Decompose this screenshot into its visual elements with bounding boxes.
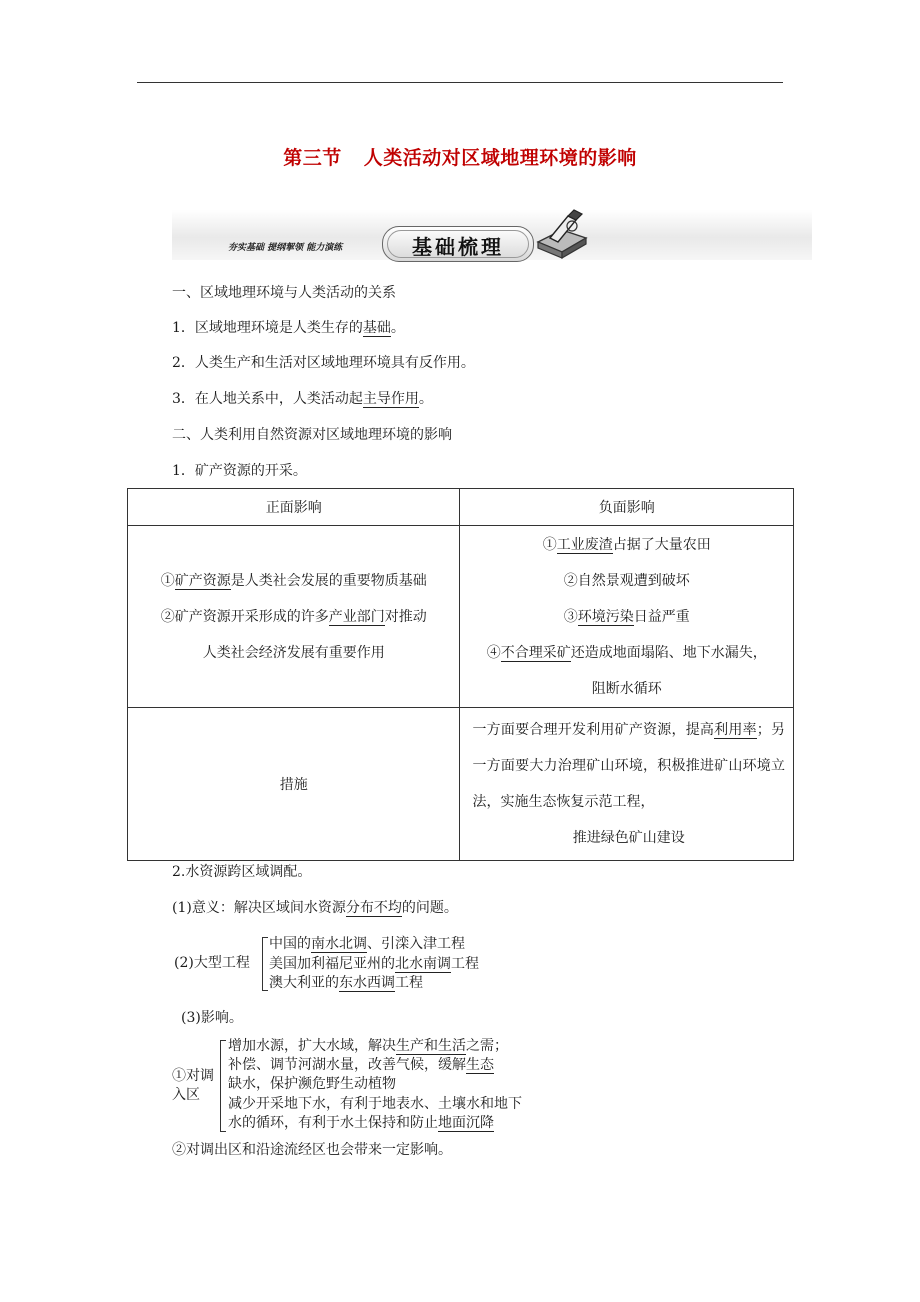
section-topic: 人类活动对区域地理环境的影响 [363, 147, 637, 169]
negative-item-1: ①工业废渣占据了大量农田 [542, 536, 711, 553]
project-usa: 美国加利福尼亚州的北水南调工程 [269, 956, 479, 972]
positive-impacts [128, 526, 460, 708]
impact-item-2: 补偿、调节河湖水量，改善气候，缓解生态 [228, 1057, 494, 1073]
impact-item-5: 水的循环，有利于水土保持和防止地面沉降 [228, 1115, 494, 1131]
outflow-impact: ②对调出区和沿途流经区也会带来一定影响。 [172, 1142, 452, 1158]
projects-brace [262, 937, 268, 991]
mining-impact-table [127, 488, 794, 861]
negative-item-4-cont: 阻断水循环 [591, 680, 662, 697]
measure-label: 措施 [128, 708, 460, 861]
impact-title: (3)影响。 [181, 1010, 243, 1026]
header-rule [137, 82, 783, 83]
positive-item-2-cont: 人类社会经济发展有重要作用 [202, 644, 385, 661]
impact-label-line1: ①对调 [172, 1068, 214, 1084]
part2-heading: 二、人类利用自然资源对区域地理环境的影响 [172, 427, 452, 443]
measure-content: 一方面要合理开发利用矿产资源，提高利用率；另一方面要大力治理矿山环境，积极推进矿山环境立法，实施生态恢复示范工程， 推进绿色矿山建设 [460, 708, 794, 861]
impact-item-3: 缺水，保护濒危野生动植物 [228, 1076, 396, 1092]
positive-item-2: ②矿产资源开采形成的许多产业部门对推动 [160, 608, 427, 625]
projects-label: (2)大型工程 [174, 955, 250, 971]
water-meaning: (1)意义：解决区域间水资源分布不均的问题。 [172, 900, 458, 916]
negative-impacts [460, 526, 794, 708]
part1-item2: 2．人类生产和生活对区域地理环境具有反作用。 [172, 355, 475, 371]
impact-item-4: 减少开采地下水，有利于地表水、土壤水和地下 [228, 1096, 522, 1112]
part1-item1: 1．区域地理环境是人类生存的基础。 [172, 320, 405, 336]
mining-title: 1．矿产资源的开采。 [172, 463, 307, 479]
negative-item-4: ④不合理采矿还造成地面塌陷、地下水漏失， [486, 644, 767, 661]
project-china: 中国的南水北调、引滦入津工程 [269, 936, 465, 952]
header-negative: 负面影响 [460, 489, 794, 526]
section-number: 第三节 [283, 147, 342, 169]
banner-label: 基础梳理 [412, 235, 504, 259]
negative-item-3: ③环境污染日益严重 [563, 608, 690, 625]
impact-item-1: 增加水源，扩大水域，解决生产和生活之需； [228, 1038, 508, 1054]
book-pen-icon [532, 208, 594, 260]
part1-heading: 一、区域地理环境与人类活动的关系 [172, 285, 396, 301]
page-title [0, 143, 920, 170]
header-positive: 正面影响 [128, 489, 460, 526]
banner-subtitle: 夯实基础 提纲挈领 能力演练 [228, 243, 343, 253]
water-title: 2.水资源跨区域调配。 [172, 864, 312, 880]
section-banner [172, 200, 812, 266]
part1-item3: 3．在人地关系中，人类活动起主导作用。 [172, 391, 433, 407]
project-australia: 澳大利亚的东水西调工程 [269, 975, 423, 991]
negative-item-2: ②自然景观遭到破坏 [563, 572, 690, 589]
impact-brace [220, 1040, 226, 1132]
positive-item-1: ①矿产资源是人类社会发展的重要物质基础 [160, 572, 427, 589]
banner-label-pill [382, 226, 534, 262]
impact-label-line2: 入区 [172, 1087, 200, 1103]
